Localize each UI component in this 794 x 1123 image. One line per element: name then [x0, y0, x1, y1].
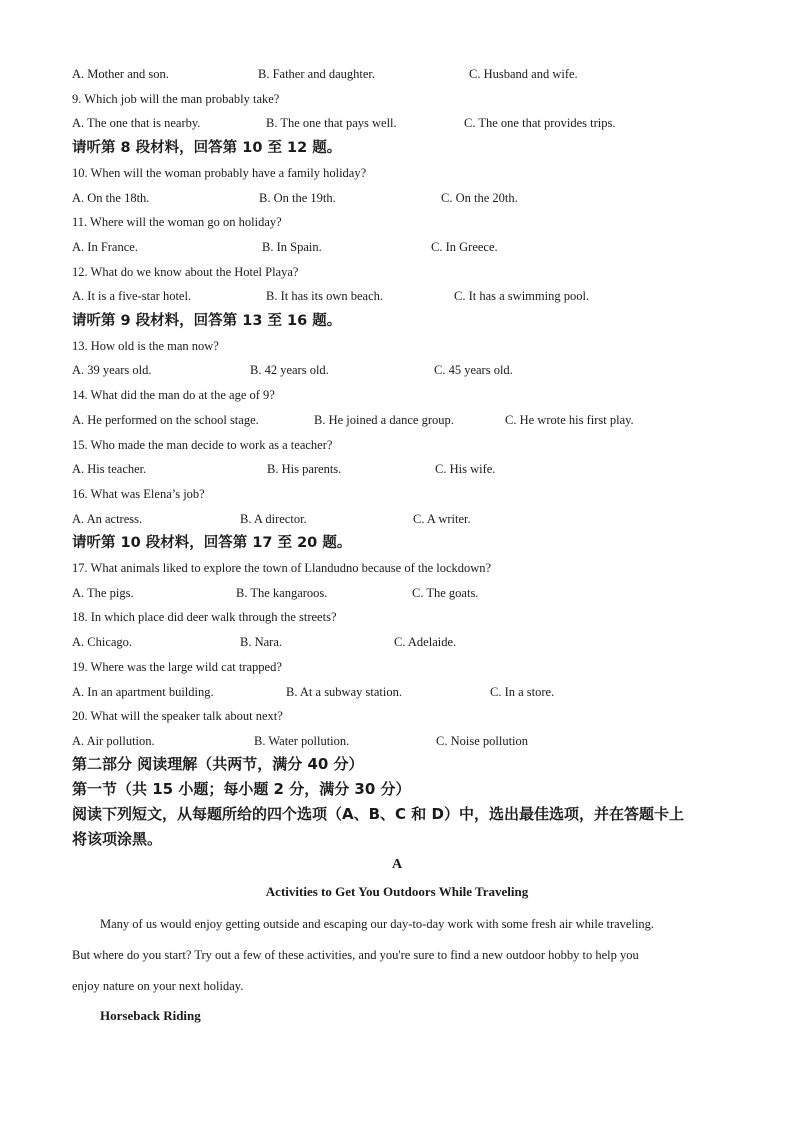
- instructions-line-2: 将该项涂黑。: [72, 830, 163, 848]
- question-12: 12. What do we know about the Hotel Playa?: [72, 265, 299, 279]
- q19-option-b[interactable]: B. At a subway station.: [286, 685, 402, 699]
- q10-option-a[interactable]: A. On the 18th.: [72, 191, 150, 205]
- q17-option-a[interactable]: A. The pigs.: [72, 586, 134, 600]
- q8-option-c[interactable]: C. Husband and wife.: [469, 67, 578, 81]
- q19-option-a[interactable]: A. In an apartment building.: [72, 685, 214, 699]
- q9-option-a[interactable]: A. The one that is nearby.: [72, 116, 201, 130]
- q11-option-a[interactable]: A. In France.: [72, 240, 138, 254]
- q13-option-a[interactable]: A. 39 years old.: [72, 363, 152, 377]
- q15-option-b[interactable]: B. His parents.: [267, 462, 342, 476]
- q20-option-c[interactable]: C. Noise pollution: [436, 734, 529, 748]
- question-9: 9. Which job will the man probably take?: [72, 92, 280, 106]
- section-10-header: 请听第 10 段材料，回答第 17 至 20 题。: [72, 535, 352, 551]
- q17-option-b[interactable]: B. The kangaroos.: [236, 586, 328, 600]
- q18-option-c[interactable]: C. Adelaide.: [394, 635, 457, 649]
- q18-option-a[interactable]: A. Chicago.: [72, 635, 133, 649]
- question-10: 10. When will the woman probably have a family holiday?: [72, 166, 367, 180]
- q15-option-a[interactable]: A. His teacher.: [72, 462, 147, 476]
- q12-option-b[interactable]: B. It has its own beach.: [266, 289, 383, 303]
- question-20: 20. What will the speaker talk about next?: [72, 709, 283, 723]
- question-17: 17. What animals liked to explore the town of Llandudno because of the lockdown?: [72, 561, 492, 575]
- q18-option-b[interactable]: B. Nara.: [240, 635, 282, 649]
- section-1-header: 第一节（共 15 小题；每小题 2 分，满分 30 分）: [72, 780, 411, 798]
- question-16: 16. What was Elena’s job?: [72, 487, 205, 501]
- q16-option-c[interactable]: C. A writer.: [413, 512, 471, 526]
- q10-option-c[interactable]: C. On the 20th.: [441, 191, 518, 205]
- question-11: 11. Where will the woman go on holiday?: [72, 215, 282, 229]
- q8-option-a[interactable]: A. Mother and son.: [72, 67, 169, 81]
- q8-option-b[interactable]: B. Father and daughter.: [258, 67, 375, 81]
- passage-line-2: But where do you start? Try out a few of these activities, and you're sure to find a new outdoor hobby to help you: [72, 948, 639, 962]
- q12-option-c[interactable]: C. It has a swimming pool.: [454, 289, 590, 303]
- q20-option-b[interactable]: B. Water pollution.: [254, 734, 350, 748]
- q13-option-b[interactable]: B. 42 years old.: [250, 363, 329, 377]
- q19-option-c[interactable]: C. In a store.: [490, 685, 555, 699]
- q17-option-c[interactable]: C. The goats.: [412, 586, 479, 600]
- q16-option-b[interactable]: B. A director.: [240, 512, 307, 526]
- q20-option-a[interactable]: A. Air pollution.: [72, 734, 155, 748]
- q13-option-c[interactable]: C. 45 years old.: [434, 363, 513, 377]
- q11-option-c[interactable]: C. In Greece.: [431, 240, 498, 254]
- question-18: 18. In which place did deer walk through the streets?: [72, 610, 337, 624]
- passage-title: Activities to Get You Outdoors While Traveling: [265, 884, 529, 899]
- passage-letter: A: [391, 857, 403, 872]
- q12-option-a[interactable]: A. It is a five-star hotel.: [72, 289, 192, 303]
- q14-option-a[interactable]: A. He performed on the school stage.: [72, 413, 259, 427]
- q14-option-c[interactable]: C. He wrote his first play.: [505, 413, 634, 427]
- passage-line-1: Many of us would enjoy getting outside and escaping our day-to-day work with some fresh air while traveling.: [100, 917, 655, 931]
- passage-line-3: enjoy nature on your next holiday.: [72, 979, 244, 993]
- subheading-horseback-riding: Horseback Riding: [100, 1008, 201, 1023]
- q14-option-b[interactable]: B. He joined a dance group.: [314, 413, 454, 427]
- q9-option-b[interactable]: B. The one that pays well.: [266, 116, 397, 130]
- question-14: 14. What did the man do at the age of 9?: [72, 388, 275, 402]
- question-15: 15. Who made the man decide to work as a teacher?: [72, 438, 333, 452]
- section-9-header: 请听第 9 段材料，回答第 13 至 16 题。: [72, 313, 342, 329]
- q9-option-c[interactable]: C. The one that provides trips.: [464, 116, 616, 130]
- q15-option-c[interactable]: C. His wife.: [435, 462, 496, 476]
- instructions-line-1: 阅读下列短文，从每题所给的四个选项（A、B、C 和 D）中，选出最佳选项，并在答题卡上: [72, 805, 684, 823]
- question-19: 19. Where was the large wild cat trapped?: [72, 660, 282, 674]
- question-13: 13. How old is the man now?: [72, 339, 219, 353]
- part-2-header: 第二部分 阅读理解（共两节，满分 40 分）: [72, 755, 364, 773]
- q16-option-a[interactable]: A. An actress.: [72, 512, 143, 526]
- q10-option-b[interactable]: B. On the 19th.: [259, 191, 336, 205]
- q11-option-b[interactable]: B. In Spain.: [262, 240, 322, 254]
- section-8-header: 请听第 8 段材料，回答第 10 至 12 题。: [72, 140, 342, 156]
